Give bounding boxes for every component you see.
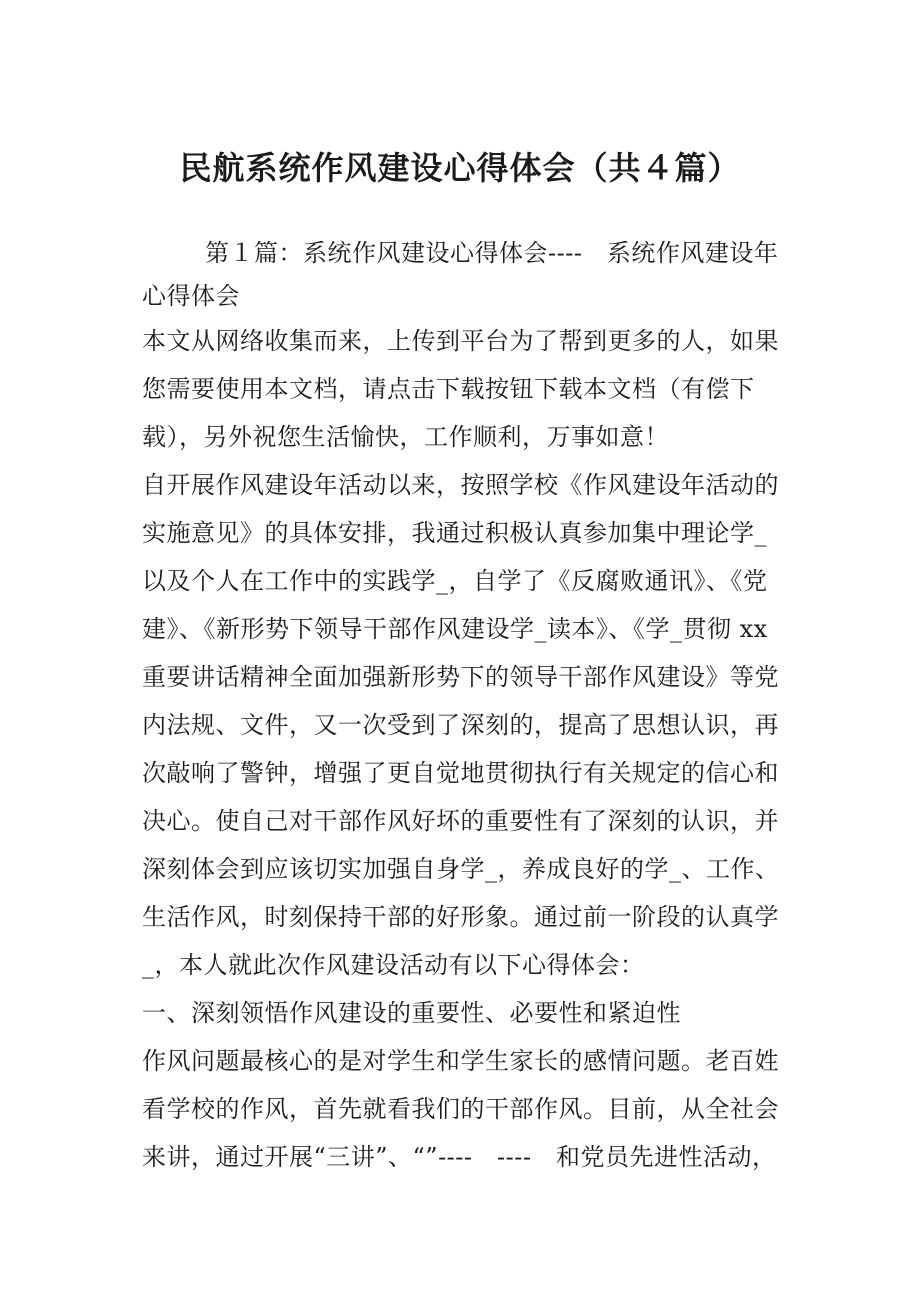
paragraph-line: 来讲，通过开展“三讲”、“”---- ---- 和党员先进性活动，	[142, 1143, 777, 1171]
paragraph-line: 第１篇：系统作风建设心得体会---- 系统作风建设年	[205, 239, 779, 267]
paragraph-line: 自开展作风建设年活动以来，按照学校《作风建设年活动的	[142, 471, 779, 499]
paragraph-line: 作风问题最核心的是对学生和学生家长的感情问题。老百姓	[142, 1047, 779, 1075]
paragraph-line: 看学校的作风，首先就看我们的干部作风。目前，从全社会	[142, 1095, 779, 1123]
paragraph-line: 生活作风，时刻保持干部的好形象。通过前一阶段的认真学	[142, 903, 779, 931]
paragraph-line: 决心。使自己对干部作风好坏的重要性有了深刻的认识，并	[142, 807, 779, 835]
paragraph-line: 建》、《新形势下领导干部作风建设学_读本》、《学_贯彻 xx	[142, 615, 768, 643]
paragraph-line: 以及个人在工作中的实践学_，自学了《反腐败通讯》、《党	[142, 567, 768, 595]
paragraph-line: 心得体会	[142, 282, 240, 310]
paragraph-line: 载），另外祝您生活愉快，工作顺利，万事如意！	[142, 423, 669, 451]
paragraph-line: 内法规、文件，又一次受到了深刻的，提高了思想认识，再	[142, 711, 779, 739]
paragraph-line: 实施意见》的具体安排，我通过积极认真参加集中理论学_	[142, 519, 767, 547]
section-heading: 一、深刻领悟作风建设的重要性、必要性和紧迫性	[142, 999, 681, 1027]
paragraph-line: 您需要使用本文档，请点击下载按钮下载本文档（有偿下	[142, 375, 755, 403]
paragraph-line: 次敲响了警钟，增强了更自觉地贯彻执行有关规定的信心和	[142, 759, 779, 787]
paragraph-line: 重要讲话精神全面加强新形势下的领导干部作风建设》等党	[142, 663, 779, 691]
paragraph-line: _，本人就此次作风建设活动有以下心得体会：	[142, 951, 645, 979]
paragraph-line: 深刻体会到应该切实加强自身学_，养成良好的学_、工作、	[142, 855, 780, 883]
paragraph-line: 本文从网络收集而来，上传到平台为了帮到更多的人，如果	[142, 327, 779, 355]
document-title: 民航系统作风建设心得体会（共４篇）	[179, 149, 741, 187]
